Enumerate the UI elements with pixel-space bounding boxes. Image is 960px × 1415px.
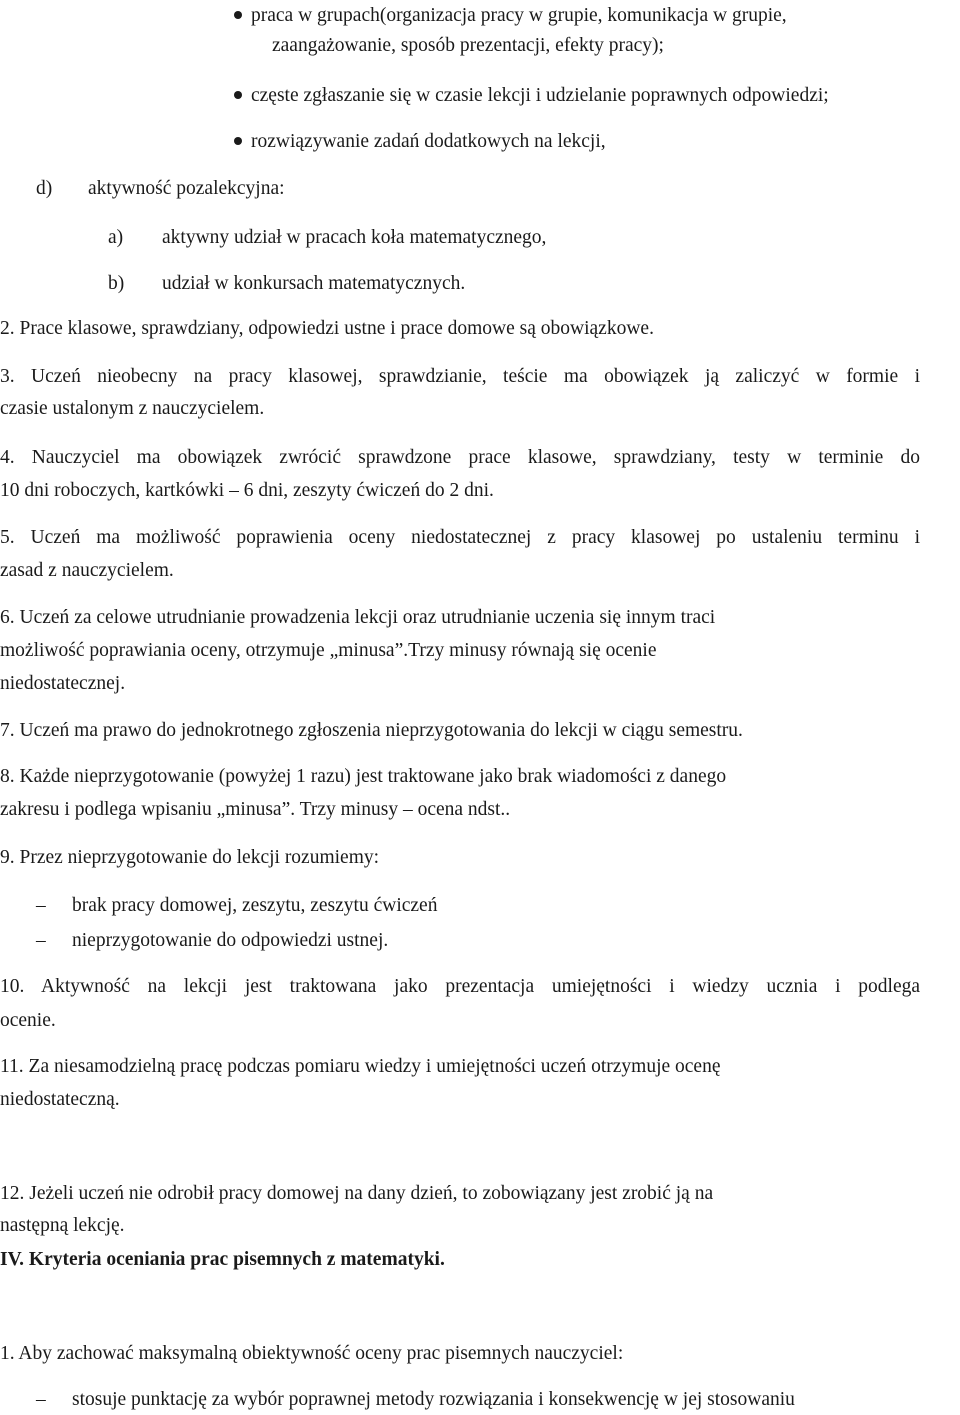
paragraph-8-line-1: 8. Każde nieprzygotowanie (powyżej 1 razu) jest traktowane jako brak wiadomości z danego bbox=[0, 766, 727, 787]
section-heading: IV. Kryteria oceniania prac pisemnych z matematyki. bbox=[0, 1249, 445, 1270]
section-d-label: aktywność pozalekcyjna: bbox=[88, 178, 285, 199]
paragraph-2: 2. Prace klasowe, sprawdziany, odpowiedzi ustne i prace domowe są obowiązkowe. bbox=[0, 318, 654, 339]
paragraph-6-line-2: możliwość poprawiania oceny, otrzymuje „minusa”.Trzy minusy równają się ocenie bbox=[0, 640, 657, 661]
bullet-item: częste zgłaszanie się w czasie lekcji i udzielanie poprawnych odpowiedzi; bbox=[234, 84, 829, 108]
list-item: stosuje punktację za wybór poprawnej metody rozwiązania i konsekwencję w jej stosowaniu bbox=[72, 1389, 795, 1410]
bullet-item: rozwiązywanie zadań dodatkowych na lekcji, bbox=[234, 130, 606, 154]
list-item: nieprzygotowanie do odpowiedzi ustnej. bbox=[72, 930, 389, 951]
paragraph-5-line-2: zasad z nauczycielem. bbox=[0, 560, 174, 581]
paragraph-7: 7. Uczeń ma prawo do jednokrotnego zgłoszenia nieprzygotowania do lekcji w ciągu semestru. bbox=[0, 720, 743, 741]
sub-b-text: udział w konkursach matematycznych. bbox=[162, 273, 466, 294]
sub-a-marker: a) bbox=[108, 227, 124, 248]
paragraph-8-line-2: zakresu i podlega wpisaniu „minusa”. Trzy minusy – ocena ndst.. bbox=[0, 799, 511, 820]
paragraph-3-line-1: 3. Uczeń nieobecny na pracy klasowej, sprawdzianie, teście ma obowiązek ją zaliczyć w formie i bbox=[0, 366, 920, 387]
paragraph-12-line-1: 12. Jeżeli uczeń nie odrobił pracy domowej na dany dzień, to zobowiązany jest zrobić ją na bbox=[0, 1183, 714, 1204]
sub-a-text: aktywny udział w pracach koła matematycznego, bbox=[162, 227, 547, 248]
paragraph-10-line-2: ocenie. bbox=[0, 1010, 56, 1031]
dash-marker: – bbox=[36, 895, 46, 916]
paragraph-9: 9. Przez nieprzygotowanie do lekcji rozumiemy: bbox=[0, 847, 380, 868]
bullet-item-continued: zaangażowanie, sposób prezentacji, efekty pracy); bbox=[272, 35, 664, 56]
sub-b-marker: b) bbox=[108, 273, 125, 294]
bullet-item: praca w grupach(organizacja pracy w grupie, komunikacja w grupie, bbox=[234, 4, 787, 28]
paragraph-3-line-2: czasie ustalonym z nauczycielem. bbox=[0, 398, 265, 419]
section-d-marker: d) bbox=[36, 178, 53, 199]
paragraph-4-line-2: 10 dni roboczych, kartkówki – 6 dni, zeszyty ćwiczeń do 2 dni. bbox=[0, 480, 494, 501]
paragraph-5-line-1: 5. Uczeń ma możliwość poprawienia oceny niedostatecznej z pracy klasowej po ustaleniu terminu i bbox=[0, 527, 920, 548]
dash-marker: – bbox=[36, 930, 46, 951]
bullet-icon bbox=[234, 91, 242, 99]
dash-marker: – bbox=[36, 1389, 46, 1410]
paragraph-11-line-2: niedostateczną. bbox=[0, 1089, 120, 1110]
paragraph-10-line-1: 10. Aktywność na lekcji jest traktowana jako prezentacja umiejętności i wiedzy ucznia i podlega bbox=[0, 976, 920, 997]
paragraph-11-line-1: 11. Za niesamodzielną pracę podczas pomiaru wiedzy i umiejętności uczeń otrzymuje ocenę bbox=[0, 1056, 721, 1077]
paragraph-12-line-2: następną lekcję. bbox=[0, 1215, 125, 1236]
paragraph-6-line-3: niedostatecznej. bbox=[0, 673, 126, 694]
criteria-paragraph-1: 1. Aby zachować maksymalną obiektywność oceny prac pisemnych nauczyciel: bbox=[0, 1343, 624, 1364]
paragraph-4-line-1: 4. Nauczyciel ma obowiązek zwrócić sprawdzone prace klasowe, sprawdziany, testy w terminie do bbox=[0, 447, 920, 468]
bullet-icon bbox=[234, 11, 242, 19]
list-item: brak pracy domowej, zeszytu, zeszytu ćwiczeń bbox=[72, 895, 438, 916]
paragraph-6-line-1: 6. Uczeń za celowe utrudnianie prowadzenia lekcji oraz utrudnianie uczenia się innym traci bbox=[0, 607, 716, 628]
bullet-icon bbox=[234, 137, 242, 145]
